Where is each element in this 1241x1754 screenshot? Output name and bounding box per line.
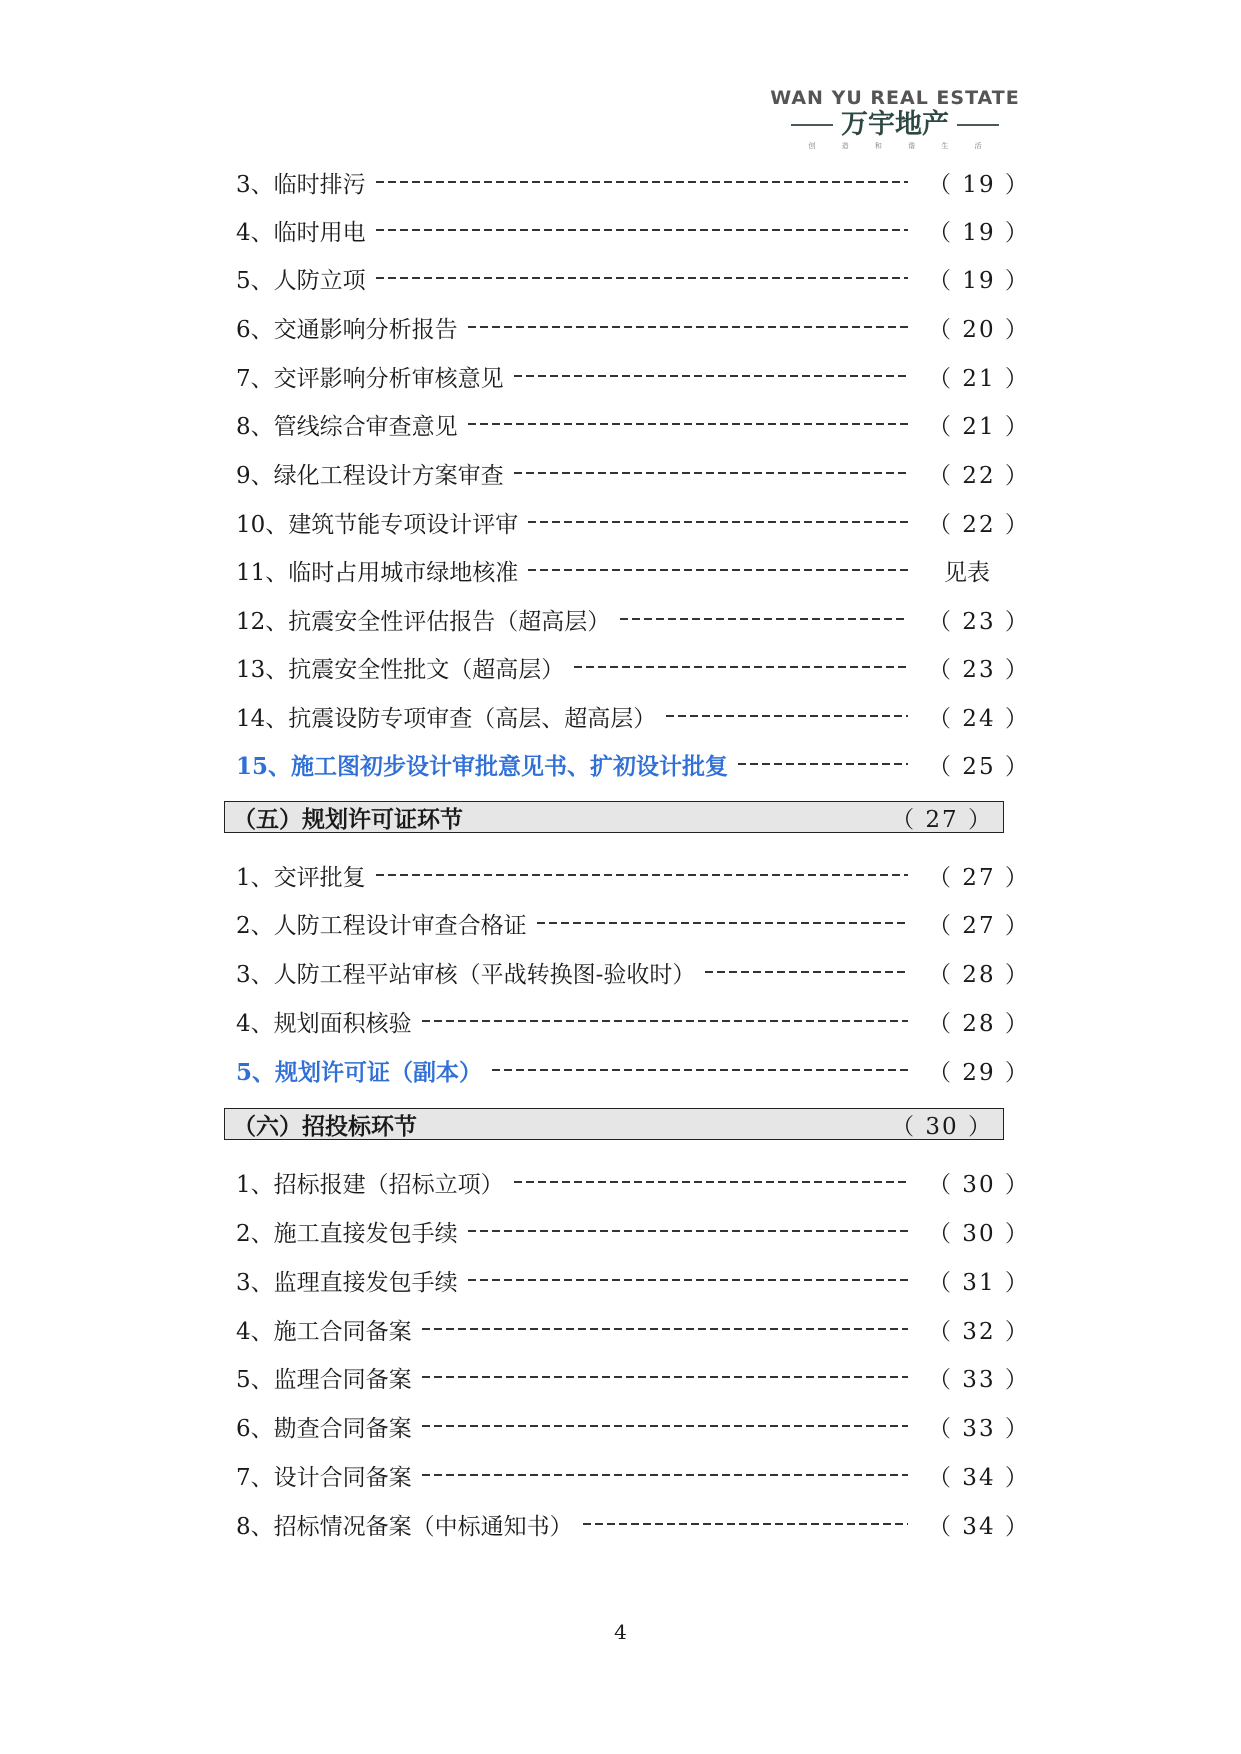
toc-leader-dots xyxy=(514,375,908,377)
toc-item[interactable] xyxy=(236,167,1030,198)
toc-item-label: 6、交通影响分析报告 xyxy=(236,316,458,343)
toc-item-label: 4、规划面积核验 xyxy=(236,1010,412,1037)
toc-item-label: 13、抗震安全性批文（超高层） xyxy=(236,656,565,683)
toc-item-label: 8、管线综合审查意见 xyxy=(236,413,458,440)
toc-leader-dots xyxy=(422,1328,908,1330)
toc-item[interactable] xyxy=(236,409,1030,440)
toc-item[interactable] xyxy=(236,652,1030,683)
toc-item-page: （ 19 ） xyxy=(928,267,1030,294)
toc-item[interactable] xyxy=(236,1411,1030,1442)
toc-leader-dots xyxy=(492,1069,908,1071)
toc-item-label: 1、招标报建（招标立项） xyxy=(236,1171,504,1198)
logo-line-right xyxy=(957,124,999,126)
toc-item[interactable] xyxy=(236,1006,1030,1037)
logo-line-left xyxy=(791,124,833,126)
logo-slogan: 创 造 和 谐 生 活 xyxy=(808,142,994,150)
toc-item-label: 7、交评影响分析审核意见 xyxy=(236,365,504,392)
toc-item-page: （ 22 ） xyxy=(928,462,1030,489)
toc-item-page: （ 24 ） xyxy=(928,705,1030,732)
toc-leader-dots xyxy=(528,521,908,523)
toc-item[interactable] xyxy=(236,507,1030,538)
toc-leader-dots xyxy=(422,1474,908,1476)
toc-item-label: 12、抗震安全性评估报告（超高层） xyxy=(236,608,611,635)
page-number: 4 xyxy=(614,1620,627,1644)
toc-leader-dots xyxy=(468,423,908,425)
toc-leader-dots xyxy=(574,666,908,668)
toc-leader-dots xyxy=(705,971,908,973)
toc-item-page: （ 25 ） xyxy=(928,753,1030,780)
toc-item[interactable] xyxy=(236,1362,1030,1393)
toc-item-page: （ 19 ） xyxy=(928,219,1030,246)
section-page: （ 27 ） xyxy=(891,806,993,833)
toc-leader-dots xyxy=(583,1523,908,1525)
toc-leader-dots xyxy=(620,618,908,620)
toc-item[interactable] xyxy=(236,361,1030,392)
toc-item[interactable] xyxy=(236,604,1030,635)
toc-item[interactable] xyxy=(236,957,1030,988)
toc-item-highlighted[interactable] xyxy=(236,749,1030,780)
toc-leader-dots xyxy=(514,472,908,474)
toc-item-label: 15、施工图初步设计审批意见书、扩初设计批复 xyxy=(236,752,729,780)
toc-leader-dots xyxy=(528,569,908,571)
toc-item-label: 9、绿化工程设计方案审查 xyxy=(236,462,504,489)
toc-item-page: （ 31 ） xyxy=(928,1269,1030,1296)
toc-item[interactable] xyxy=(236,1265,1030,1296)
toc-item-page: （ 27 ） xyxy=(928,912,1030,939)
toc-item-page: （ 21 ） xyxy=(928,365,1030,392)
toc-item-label: 2、施工直接发包手续 xyxy=(236,1220,458,1247)
section-page: （ 30 ） xyxy=(891,1113,993,1140)
toc-item-page: （ 19 ） xyxy=(928,171,1030,198)
logo-chinese-name: 万宇地产 xyxy=(841,109,949,140)
toc-item-label: 5、人防立项 xyxy=(236,267,366,294)
toc-item-page: （ 33 ） xyxy=(928,1366,1030,1393)
toc-item-page: （ 34 ） xyxy=(928,1464,1030,1491)
toc-item[interactable] xyxy=(236,555,1006,585)
toc-item-label: 4、临时用电 xyxy=(236,219,366,246)
toc-leader-dots xyxy=(468,1230,908,1232)
company-logo xyxy=(755,86,1035,158)
logo-english-name: WAN YU REAL ESTATE xyxy=(770,87,1020,109)
toc-leader-dots xyxy=(376,181,908,183)
section-header-bidding[interactable] xyxy=(224,1108,1004,1140)
toc-leader-dots xyxy=(514,1181,908,1183)
toc-item-label: 6、勘查合同备案 xyxy=(236,1415,412,1442)
section-header-planning-permit[interactable] xyxy=(224,801,1004,833)
toc-item-page: （ 20 ） xyxy=(928,316,1030,343)
toc-item-label: 3、监理直接发包手续 xyxy=(236,1269,458,1296)
toc-item-label: 2、人防工程设计审查合格证 xyxy=(236,912,527,939)
toc-item-label: 7、设计合同备案 xyxy=(236,1464,412,1491)
toc-item-page: （ 21 ） xyxy=(928,413,1030,440)
toc-item-label: 14、抗震设防专项审查（高层、超高层） xyxy=(236,705,657,732)
toc-item-page: （ 23 ） xyxy=(928,608,1030,635)
toc-item-page: （ 30 ） xyxy=(928,1220,1030,1247)
toc-item-page: （ 27 ） xyxy=(928,864,1030,891)
toc-item-page: （ 33 ） xyxy=(928,1415,1030,1442)
toc-item[interactable] xyxy=(236,1216,1030,1247)
toc-item-label: 5、规划许可证（副本） xyxy=(236,1058,483,1086)
toc-leader-dots xyxy=(422,1020,908,1022)
toc-item-label: 3、临时排污 xyxy=(236,171,366,198)
toc-leader-dots xyxy=(738,763,908,765)
toc-item-label: 10、建筑节能专项设计评审 xyxy=(236,511,519,538)
toc-item[interactable] xyxy=(236,312,1030,343)
toc-leader-dots xyxy=(537,922,908,924)
toc-item-page: （ 34 ） xyxy=(928,1513,1030,1540)
toc-leader-dots xyxy=(376,277,908,279)
toc-leader-dots xyxy=(468,326,908,328)
toc-leader-dots xyxy=(666,715,908,717)
toc-item[interactable] xyxy=(236,215,1030,246)
toc-item[interactable] xyxy=(236,263,1030,294)
section-title: （五）规划许可证环节 xyxy=(233,805,463,833)
toc-item-page: （ 23 ） xyxy=(928,656,1030,683)
toc-item-page: （ 30 ） xyxy=(928,1171,1030,1198)
toc-item[interactable] xyxy=(236,1460,1030,1491)
toc-item-highlighted[interactable] xyxy=(236,1055,1030,1086)
toc-item-label: 5、监理合同备案 xyxy=(236,1366,412,1393)
logo-chinese-row xyxy=(755,110,1035,140)
toc-leader-dots xyxy=(376,874,908,876)
toc-item-label: 1、交评批复 xyxy=(236,864,366,891)
toc-item-page: （ 22 ） xyxy=(928,511,1030,538)
toc-leader-dots xyxy=(376,229,908,231)
toc-leader-dots xyxy=(422,1425,908,1427)
toc-item-page: （ 28 ） xyxy=(928,1010,1030,1037)
toc-item-label: 11、临时占用城市绿地核准 xyxy=(236,559,519,586)
toc-item[interactable] xyxy=(236,860,1030,891)
section-title: （六）招投标环节 xyxy=(233,1112,417,1140)
toc-item[interactable] xyxy=(236,908,1030,939)
toc-item-label: 4、施工合同备案 xyxy=(236,1318,412,1345)
toc-leader-dots xyxy=(422,1376,908,1378)
toc-item[interactable] xyxy=(236,1314,1030,1345)
toc-item-label: 3、人防工程平站审核（平战转换图-验收时） xyxy=(236,961,696,988)
toc-item-label: 8、招标情况备案（中标通知书） xyxy=(236,1513,573,1540)
toc-item[interactable] xyxy=(236,458,1030,489)
toc-item[interactable] xyxy=(236,1509,1030,1540)
toc-leader-dots xyxy=(468,1279,908,1281)
toc-item-page: （ 28 ） xyxy=(928,961,1030,988)
toc-item[interactable] xyxy=(236,701,1030,732)
toc-item-page: （ 29 ） xyxy=(928,1059,1030,1086)
toc-item-page: 见表 xyxy=(944,559,990,586)
toc-item[interactable] xyxy=(236,1167,1030,1198)
toc-item-page: （ 32 ） xyxy=(928,1318,1030,1345)
